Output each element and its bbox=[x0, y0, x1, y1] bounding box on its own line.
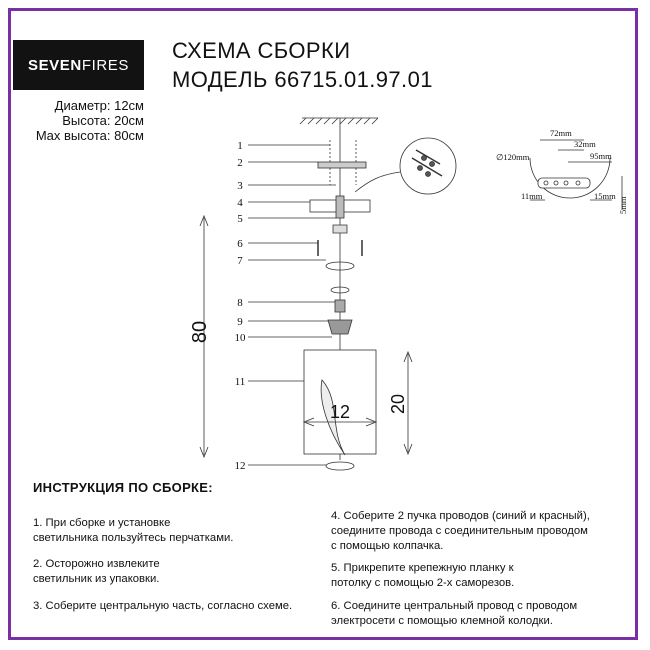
part-number-12: 12 bbox=[234, 460, 246, 472]
part-number-8: 8 bbox=[237, 297, 243, 309]
spec-max-height: Max высота: 80см bbox=[35, 128, 144, 143]
part-number-7: 7 bbox=[237, 255, 243, 267]
logo-light-text: FIRES bbox=[81, 56, 130, 74]
instruction-step-2: 2. Осторожно извлеките светильник из упаковки. bbox=[33, 558, 160, 585]
instruction-step-5: 5. Прикрепите крепежную планку к потолку с помощью 2-х саморезов. bbox=[331, 562, 515, 589]
ceiling-hatch bbox=[300, 118, 378, 124]
plate-dim-11: 11mm bbox=[521, 191, 543, 201]
instructions-heading: ИНСТРУКЦИЯ ПО СБОРКЕ: bbox=[33, 480, 213, 495]
title-line-2: МОДЕЛЬ 66715.01.97.01 bbox=[172, 67, 433, 92]
part-number-4: 4 bbox=[237, 197, 243, 209]
dim-label-shade-height: 20 bbox=[388, 393, 408, 415]
plate-dim-32: 32mm bbox=[574, 139, 596, 149]
part-number-2: 2 bbox=[237, 157, 243, 169]
instruction-step-1: 1. При сборке и установке светильника пользуйтесь перчатками. bbox=[33, 517, 234, 544]
lamp-socket bbox=[328, 320, 352, 334]
part-number-11: 11 bbox=[234, 376, 246, 388]
logo-bold-text: SEVEN bbox=[27, 56, 82, 74]
spec-diameter: Диаметр: 12см bbox=[54, 98, 144, 113]
wire-detail-circle bbox=[400, 138, 456, 194]
dim-label-total-height: 80 bbox=[189, 320, 211, 344]
part-number-3: 3 bbox=[237, 180, 243, 192]
title-line-1: СХЕМА СБОРКИ bbox=[172, 38, 351, 63]
plate-dim-95: 95mm bbox=[590, 151, 612, 161]
instruction-step-6: 6. Соедините центральный провод с проводом электросети с помощью клемной колодки. bbox=[331, 600, 578, 627]
instruction-step-4: 4. Соберите 2 пучка проводов (синий и красный), соедините провода с соединительным проводом с помощью колпачка. bbox=[331, 510, 590, 552]
spec-height: Высота: 20см bbox=[62, 113, 144, 128]
plate-dim-15: 15mm bbox=[594, 191, 616, 201]
dim-label-shade-width: 12 bbox=[329, 402, 351, 422]
part-number-10: 10 bbox=[234, 332, 246, 344]
part-number-9: 9 bbox=[237, 316, 243, 328]
mounting-plate bbox=[318, 162, 366, 168]
part-number-1: 1 bbox=[237, 140, 243, 152]
plate-dim-5: 5mm bbox=[618, 196, 628, 214]
plate-dim-72: 72mm bbox=[550, 128, 572, 138]
part-number-6: 6 bbox=[237, 238, 243, 250]
part-number-5: 5 bbox=[237, 213, 243, 225]
plate-dim-d120: ∅120mm bbox=[496, 152, 530, 162]
instruction-step-3: 3. Соберите центральную часть, согласно схеме. bbox=[33, 600, 293, 612]
